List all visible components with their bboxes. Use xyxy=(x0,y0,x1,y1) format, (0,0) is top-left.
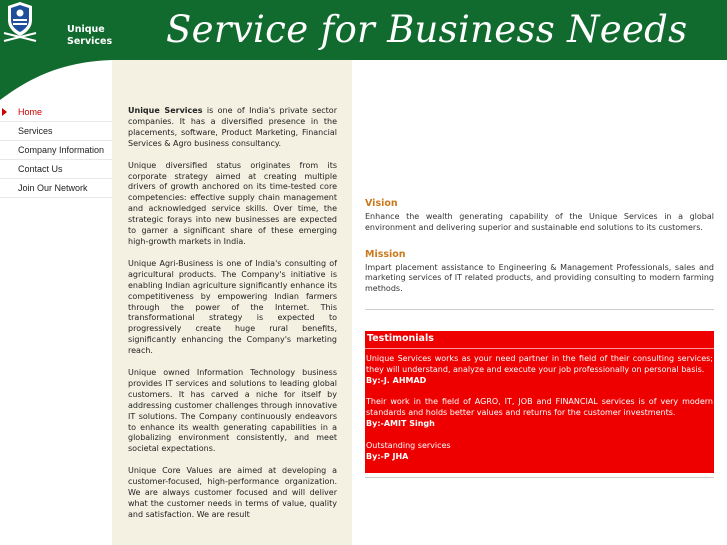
testimonial-author: By:-AMIT Singh xyxy=(366,418,435,428)
testimonial-text: Their work in the field of AGRO, IT, JOB and FINANCIAL services is of very modern standards and holds better values and returns for the customer investments. xyxy=(366,397,713,418)
testimonials-divider xyxy=(365,477,714,478)
vision-block xyxy=(365,198,714,234)
page-title: Service for Business Needs xyxy=(166,8,688,51)
nav-item-company-information[interactable]: Company Information xyxy=(0,141,112,160)
header-banner xyxy=(0,0,727,100)
company-name: Unique Services xyxy=(128,106,203,115)
nav-item-contact-us[interactable]: Contact Us xyxy=(0,160,112,179)
vision-title: Vision xyxy=(365,198,398,209)
logo-line-2: Services xyxy=(67,36,113,47)
about-paragraph-4: Unique owned Information Technology business provides IT services and solutions to leading global customers. It has carved a niche for itself by addressing customer challenges through innovative IT solutions. The Company continuously endeavors to enhance its wealth generating capabilities in a globalizing environment consistently, and meet societal expectations. xyxy=(128,368,337,454)
testimonial-item xyxy=(366,397,713,429)
testimonial-author: By:-P JHA xyxy=(366,451,409,461)
mission-title: Mission xyxy=(365,248,406,260)
testimonial-text: Unique Services works as your need partner in the field of their consulting services; they will understand, analyze and execute your job professionally on personal basis. xyxy=(366,354,713,374)
mission-block xyxy=(365,249,714,295)
sidebar-nav xyxy=(0,103,112,198)
testimonials-title: Testimonials xyxy=(365,331,714,349)
nav-item-home[interactable]: Home xyxy=(0,103,112,122)
mission-text: Impart placement assistance to Engineering & Management Professionals, sales and marketing services of IT related products, and providing consulting to modern farming methods. xyxy=(365,262,714,294)
about-paragraph-3: Unique Agri-Business is one of India's consulting of agricultural products. The Company's initiative is enabling Indian agriculture significantly enhance its competitiveness by empowering Indian farmers through the power of the Internet. This transformational strategy is expected to progressively create huge rural benefits, significantly enhancing the Company's marketing reach. xyxy=(128,258,337,356)
testimonial-item xyxy=(366,354,713,386)
testimonials-list xyxy=(365,349,714,462)
about-paragraph-5: Unique Core Values are aimed at developing a customer-focused, high-performance organization. We are always customer focused and will deliver what the customer needs in terms of value, quality and satisfaction. We are result xyxy=(128,466,337,519)
company-logo-icon xyxy=(0,0,40,42)
testimonial-text: Outstanding services xyxy=(366,440,451,450)
section-divider xyxy=(365,309,714,310)
about-content xyxy=(128,106,337,532)
logo-text xyxy=(67,24,112,48)
nav-item-join-our-network[interactable]: Join Our Network xyxy=(0,179,112,198)
logo-line-1: Unique xyxy=(67,24,105,35)
testimonial-item xyxy=(366,441,713,463)
testimonial-author: By:-J. AHMAD xyxy=(366,375,427,385)
about-paragraph-2: Unique diversified status originates from its corporate strategy aimed at creating multiple drivers of growth anchored on its time-tested core competencies: effective supply chain management and acknowledged service skills. Over time, the strategic forays into new businesses are expected to garner a significant share of these emerging high-growth markets in India. xyxy=(128,160,337,246)
about-paragraph-1 xyxy=(128,106,337,150)
vision-mission-section xyxy=(365,198,714,310)
about-paragraph-1-text: is one of India's private sector companies. It has a diversified presence in the placements, software, Product Marketing, Financial Services & Agro business consultancy. xyxy=(128,106,337,148)
vision-text: Enhance the wealth generating capability of the Unique Services in a global environment and delivering superior and sustainable end solutions to its customers. xyxy=(365,212,714,232)
testimonials-box xyxy=(365,331,714,473)
nav-item-services[interactable]: Services xyxy=(0,122,112,141)
